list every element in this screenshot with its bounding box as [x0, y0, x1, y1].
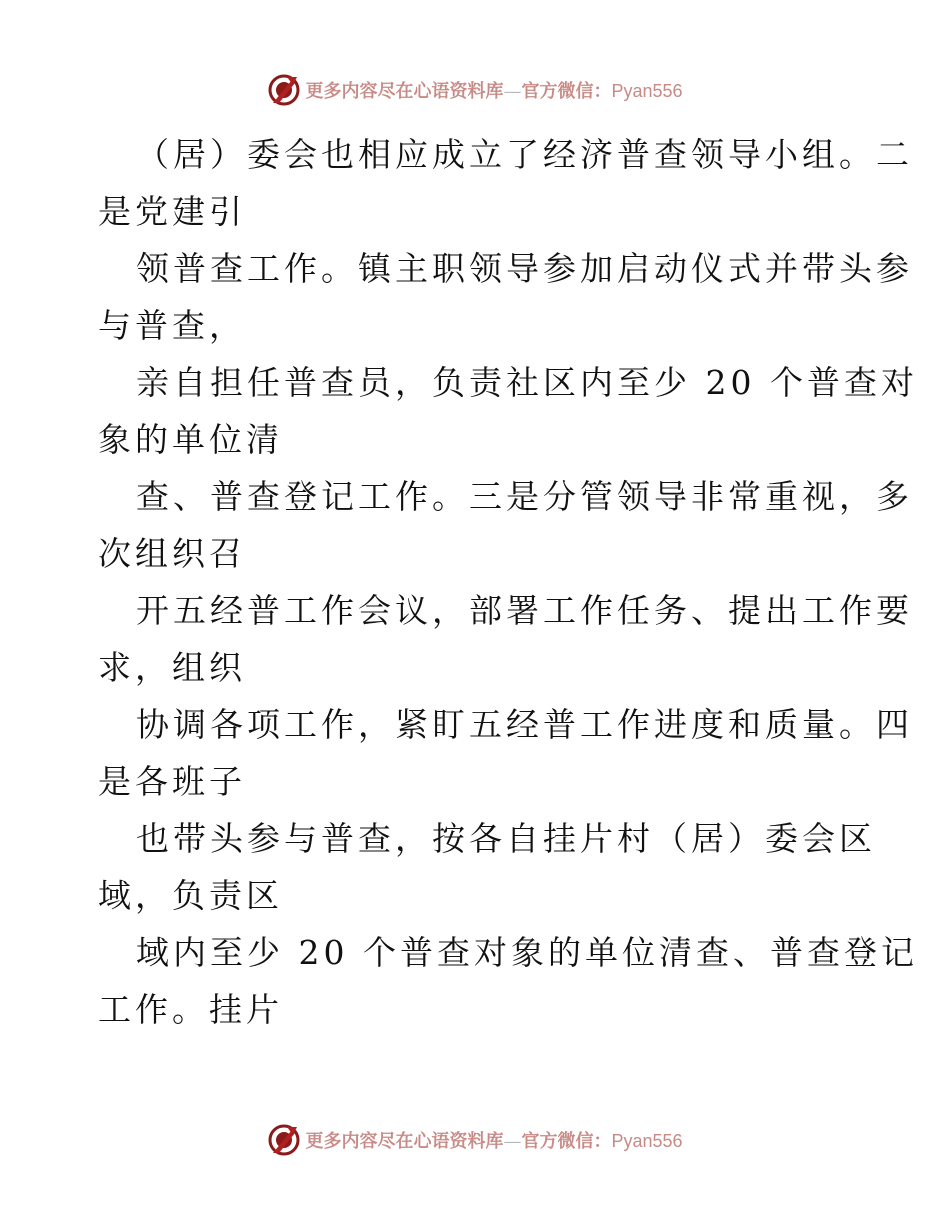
quill-seal-icon [267, 1123, 301, 1157]
header-contact: 官方微信： [521, 81, 612, 102]
header-text [305, 77, 682, 103]
body-line-14: 域，负责区 [98, 876, 283, 915]
document-body [98, 126, 918, 1038]
body-line-12: 是各班子 [98, 762, 246, 801]
header-handle: Pyan556 [611, 81, 683, 101]
body-line-7: 查、普查登记工作。三是分管领导非常重视，多 [136, 477, 913, 516]
body-line-4: 与普查， [98, 306, 246, 345]
body-line-5: 亲自担任普查员，负责社区内至少 20 个普查对 [136, 363, 918, 402]
body-line-11: 协调各项工作，紧盯五经普工作进度和质量。四 [136, 705, 913, 744]
body-line-2: 是党建引 [98, 192, 246, 231]
footer-text [305, 1127, 682, 1153]
footer-contact: 官方微信： [521, 1131, 612, 1152]
header-separator: — [503, 81, 522, 102]
footer-title: 更多内容尽在心语资料库 [305, 1131, 504, 1152]
body-line-6: 象的单位清 [98, 420, 283, 459]
body-line-13: 也带头参与普查，按各自挂片村（居）委会区 [136, 819, 876, 858]
footer-handle: Pyan556 [611, 1131, 683, 1151]
body-line-1: （居）委会也相应成立了经济普查领导小组。二 [136, 135, 913, 174]
header-banner [0, 70, 950, 110]
footer-banner [0, 1120, 950, 1160]
footer-separator: — [503, 1131, 522, 1152]
header-title: 更多内容尽在心语资料库 [305, 81, 504, 102]
quill-seal-icon [267, 73, 301, 107]
body-line-16: 工作。挂片 [98, 990, 283, 1029]
body-line-3: 领普查工作。镇主职领导参加启动仪式并带头参 [136, 249, 913, 288]
body-line-8: 次组织召 [98, 534, 246, 573]
body-line-10: 求，组织 [98, 648, 246, 687]
body-line-9: 开五经普工作会议，部署工作任务、提出工作要 [136, 591, 913, 630]
body-line-15: 域内至少 20 个普查对象的单位清查、普查登记 [136, 933, 918, 972]
